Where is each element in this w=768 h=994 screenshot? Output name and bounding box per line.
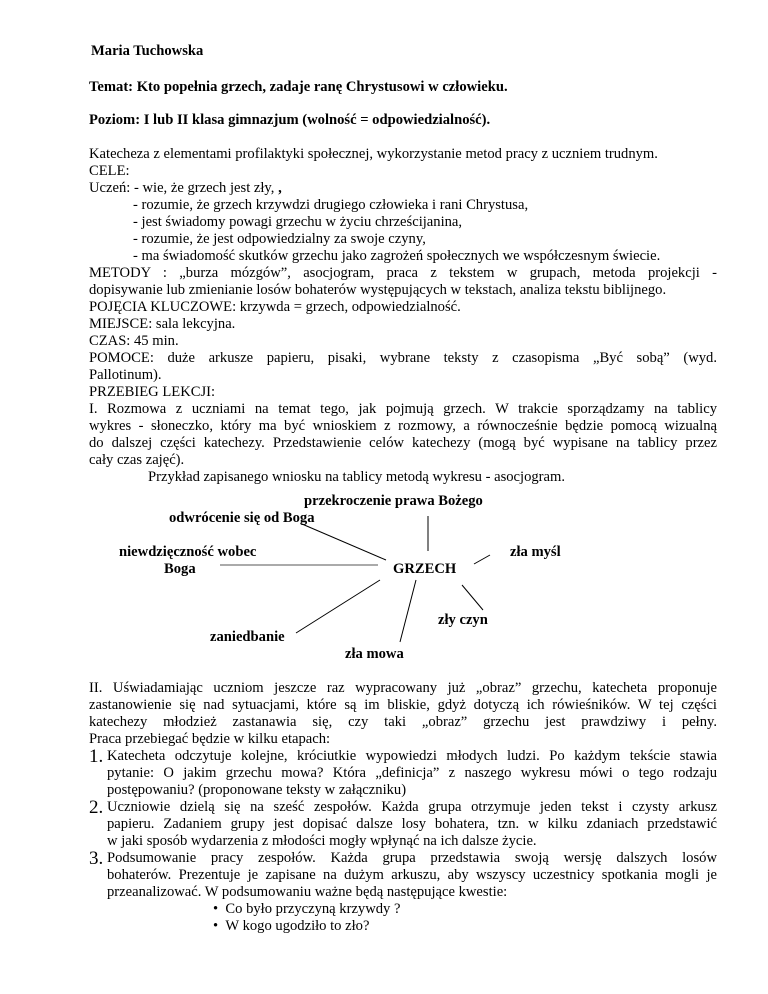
part1-line: do dalszej części katechezy. Przedstawienie celów katechezy (mogą być wypisane na tablicy przez [89,435,717,451]
connector-zla-mowa [400,580,416,642]
example-caption: Przykład zapisanego wniosku na tablicy metodą wykresu - asocjogram. [148,469,566,485]
node-niewdziecznosc-1: niewdzięczność wobec [119,544,257,560]
goal-item: - jest świadomy powagi grzechu w życiu chrześcijanina, [133,214,463,230]
level-line: Poziom: I lub II klasa gimnazjum (wolność = odpowiedzialność). [89,112,491,128]
step-number: 2. [89,797,104,818]
place: MIEJSCE: sala lekcyjna. [89,316,236,332]
node-zla-mysl: zła myśl [510,544,561,560]
aids-line-1: POMOCE: duże arkusze papieru, pisaki, wybrane teksty z czasopisma „Być sobą” (wyd. [89,350,717,366]
goal-item: - rozumie, że jest odpowiedzialny za swoje czyny, [133,231,426,247]
node-przekroczenie: przekroczenie prawa Bożego [304,493,483,509]
part2-line: II. Uświadamiając uczniom jeszcze raz wypracowany już „obraz” grzechu, katecheta proponuje [89,680,717,696]
part1-line: wykres - słoneczko, który ma być wnioskiem z rozmowy, a równocześnie będzie pomocą wizualną [89,418,717,434]
connector-zly-czyn [462,585,483,610]
connector-odwrocenie [302,524,386,560]
bullet-icon: • [213,901,226,917]
step-number: 3. [89,848,104,869]
bullet-item: • W kogo ugodziło to zło? [213,918,370,934]
part1-line: I. Rozmowa z uczniami na temat tego, jak pojmują grzech. W trakcie sporządzamy na tablicy [89,401,717,417]
goal-intro: Uczeń: - wie, że grzech jest zły, , [89,180,282,196]
bullet-icon: • [213,918,226,934]
part1-line: cały czas zajęć). [89,452,185,468]
author: Maria Tuchowska [91,43,204,59]
lesson-course-heading: PRZEBIEG LEKCJI: [89,384,216,400]
connector-zla-mysl [474,555,490,564]
intro-line: Katecheza z elementami profilaktyki społecznej, wykorzystanie metod pracy z uczniem trudnym. [89,146,658,162]
step-line: postępowaniu? (proponowane teksty w załączniku) [107,782,407,798]
step-line: przeanalizować. W podsumowaniu ważne będą następujące kwestie: [107,884,508,900]
part2-line: zastanowienie się nad sytuacjami, które są im bliskie, gdyż dotyczą ich rówieśników. W tej części [89,697,717,713]
node-niewdziecznosc-2: Boga [164,561,196,577]
step-number: 1. [89,746,104,767]
step-line: pytanie: O jakim grzechu mowa? Która „definicja” z naszego wykresu mówi o tego rodzaju [107,765,717,781]
node-zly-czyn: zły czyn [438,612,488,628]
goal-item: - ma świadomość skutków grzechu jako zagrożeń społecznych we współczesnym świecie. [133,248,661,264]
goal-item: - rozumie, że grzech krzywdzi drugiego człowieka i rani Chrystusa, [133,197,529,213]
part2-line: Praca przebiegać będzie w kilku etapach: [89,731,331,747]
step-line: papieru. Zadaniem grupy jest dopisać dalsze losy bohatera, tzn. w kilku zdaniach przedstawić [107,816,717,832]
topic-line: Temat: Kto popełnia grzech, zadaje ranę Chrystusowi w człowieku. [89,79,508,95]
methods-line-2: dopisywanie lub zmienianie losów bohaterów występujących w tekstach, analiza tekstu biblijnego. [89,282,667,298]
node-odwrocenie: odwrócenie się od Boga [169,510,315,526]
step-line: Uczniowie dzielą się na sześć zespołów. Każda grupa otrzymuje jeden tekst i czysty arkusz [107,799,717,815]
part2-line: katechezy młodzież zastanawia się, czy taki „obraz” grzechu jest prawdziwy i pełny. [89,714,717,730]
methods-line-1: METODY : „burza mózgów”, asocjogram, praca z tekstem w grupach, metoda projekcji - [89,265,717,281]
node-zaniedbanie: zaniedbanie [210,629,285,645]
step-line: Katecheta odczytuje kolejne, króciutkie wypowiedzi młodych ludzi. Po każdym tekście stawia [107,748,717,764]
key-concepts: POJĘCIA KLUCZOWE: krzywda = grzech, odpowiedzialność. [89,299,461,315]
node-zla-mowa: zła mowa [345,646,404,662]
step-line: bohaterów. Prezentuje je zapisane na dużym arkuszu, aby wszyscy uczestnicy spotkania mogli je [107,867,717,883]
aids-line-2: Pallotinum). [89,367,162,383]
bullet-item: • Co było przyczyną krzywdy ? [213,901,401,917]
step-line: Podsumowanie pracy zespołów. Każda grupa przedstawia swoją wersję dalszych losów [107,850,717,866]
connector-zaniedbanie [296,580,380,633]
time: CZAS: 45 min. [89,333,179,349]
cele-heading: CELE: [89,163,130,179]
step-line: w jaki sposób wydarzenia z młodości mogły wpłynąć na ich dalsze życie. [107,833,537,849]
node-center: GRZECH [393,561,457,577]
